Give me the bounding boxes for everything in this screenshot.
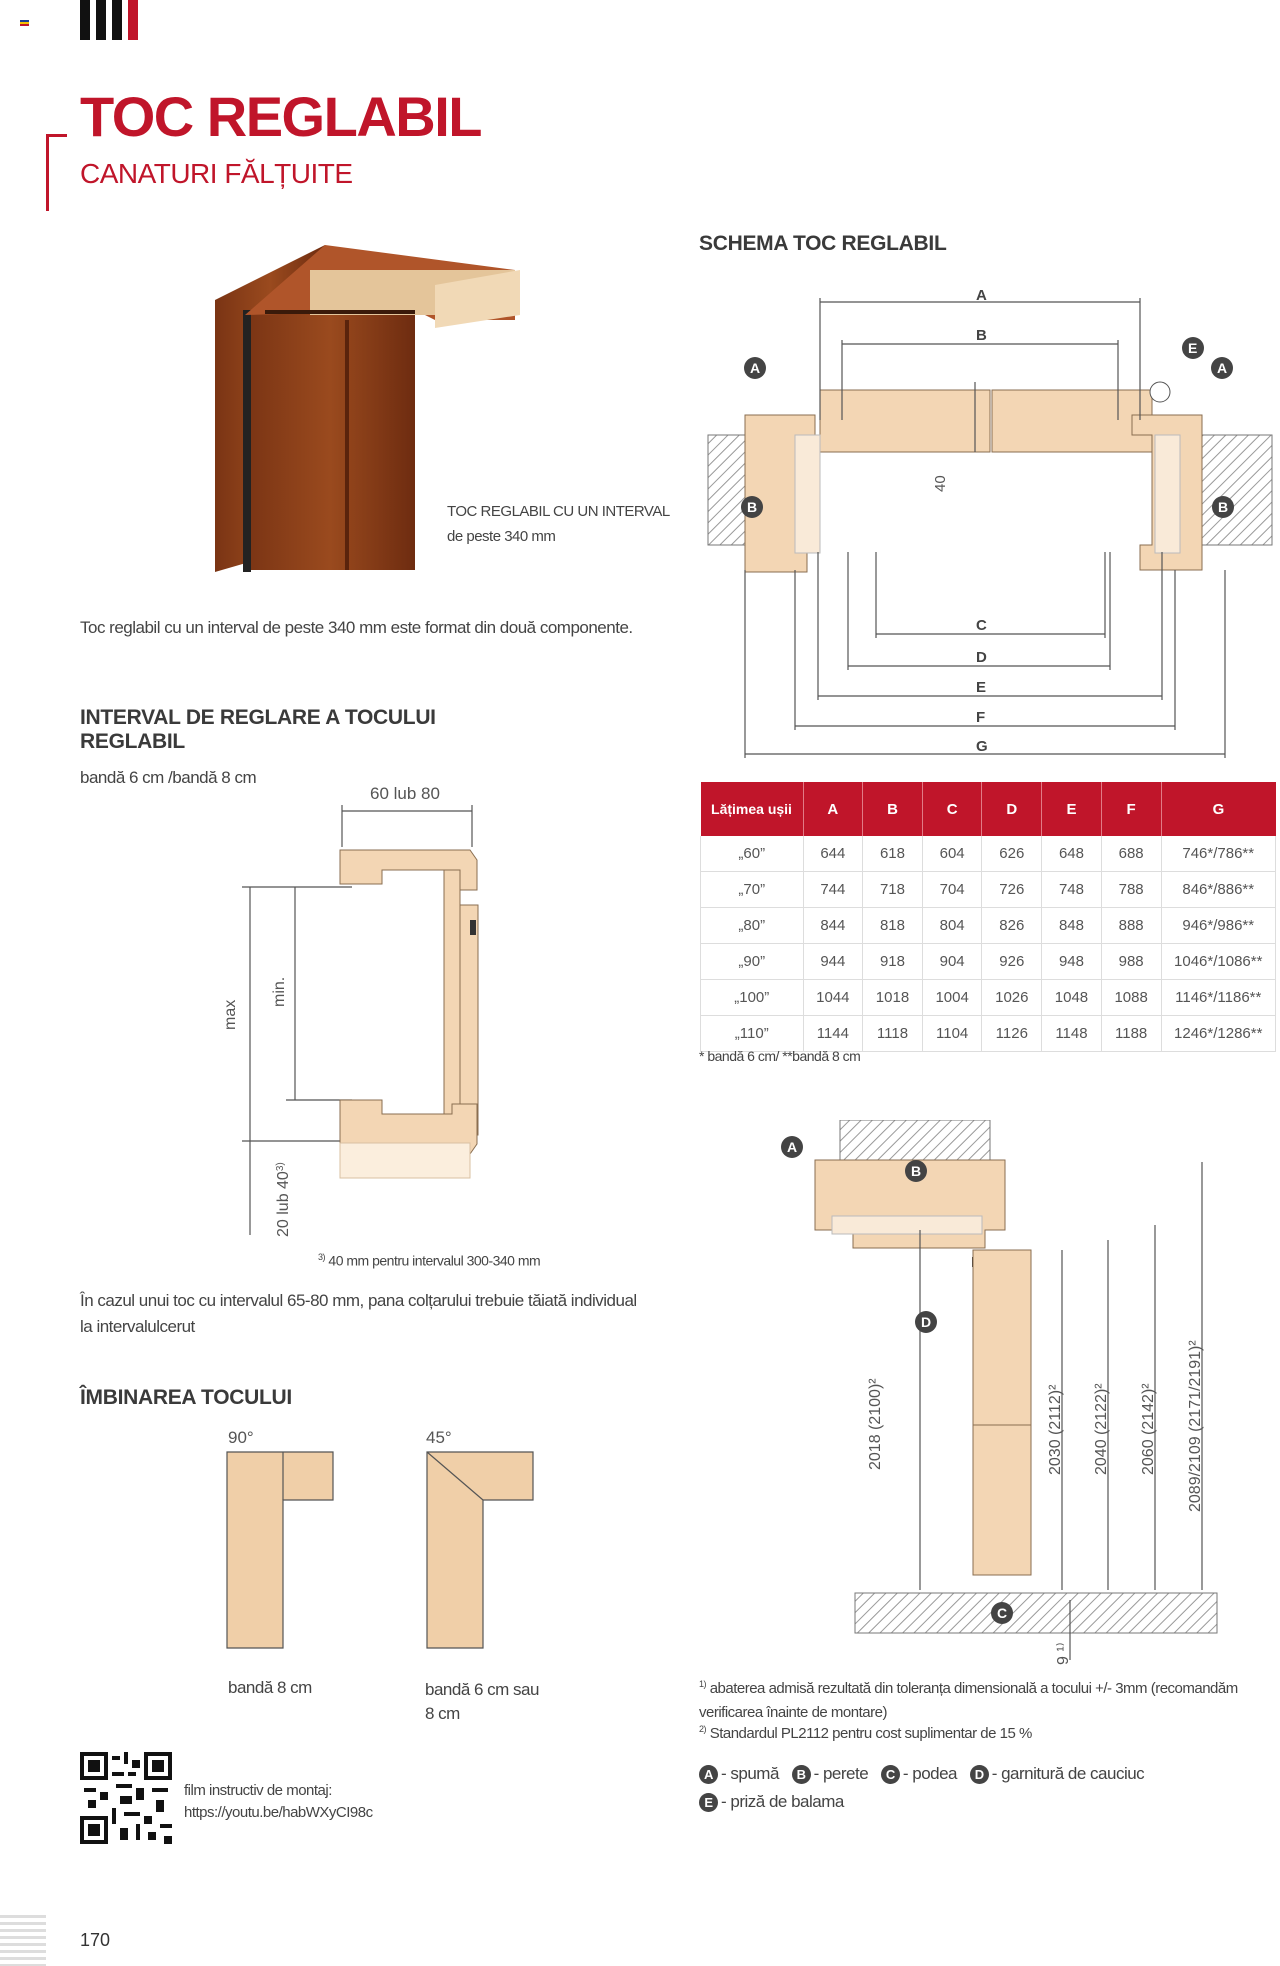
dim-f-label: F	[976, 709, 986, 726]
dim-g-label: G	[976, 738, 988, 755]
qr-label: film instructiv de montaj:	[184, 1782, 332, 1799]
section-marker-c: C	[997, 1605, 1008, 1621]
dimension-table	[700, 782, 1276, 1052]
interval-footnote	[318, 1252, 540, 1269]
joint-45-caption: bandă 6 cm sau 8 cm	[425, 1680, 539, 1723]
joint-90-caption: bandă 8 cm	[228, 1678, 312, 1697]
interval-footnote-text: 40 mm pentru intervalul 300-340 mm	[328, 1252, 541, 1269]
schema-section-diagram	[770, 1120, 1240, 1670]
table-row: „110” 1144 1118 1104 1126 1148 1188 1246*/1286**	[701, 1016, 1276, 1052]
dim-max-label: max	[222, 999, 239, 1030]
footnote-2	[699, 1724, 1032, 1742]
interval-heading-2: REGLABIL	[80, 730, 185, 753]
footnote-2-text: Standardul PL2112 pentru cost suplimentar de 15 %	[709, 1725, 1032, 1742]
legend-item-c: C - podea	[881, 1764, 957, 1783]
table-row: „80” 844 818 804 826 848 888 946*/986**	[701, 908, 1276, 944]
schema-plan-diagram	[700, 270, 1280, 760]
dim-min-label: min.	[271, 976, 288, 1007]
dim-40-label: 40	[932, 475, 949, 492]
height-label-2089: 2089/2109 (2171/2191)²	[1187, 1340, 1204, 1512]
table-row: „100” 1044 1018 1004 1026 1048 1088 1146*/1186**	[701, 980, 1276, 1016]
height-label-2018: 2018 (2100)²	[867, 1378, 884, 1470]
footnote-1-sup: 1)	[699, 1679, 707, 1689]
svg-text:20 lub 403)	[275, 1162, 292, 1237]
col-header: Lățimea ușii	[701, 782, 804, 836]
section-marker-b: B	[911, 1163, 922, 1179]
interval-subheading: bandă 6 cm /bandă 8 cm	[80, 768, 257, 787]
dim-bottom-sup: 3)	[275, 1162, 286, 1172]
marker-b-right: B	[1218, 499, 1229, 515]
product-description: Toc reglabil cu un interval de peste 340 mm este format din două componente.	[80, 618, 633, 637]
interval-footnote-sup: 3)	[318, 1252, 326, 1262]
joint-90-diagram	[225, 1450, 335, 1650]
qr-code[interactable]	[80, 1752, 172, 1844]
dim-bottom-label: 20 lub 40	[275, 1171, 292, 1237]
page-stripes	[0, 1915, 46, 1966]
col-header: A	[803, 782, 863, 836]
footnote-1	[699, 1672, 1269, 1725]
table-footnote: * bandă 6 cm/ **bandă 8 cm	[699, 1048, 861, 1064]
legend-item-d: D - garnitură de cauciuc	[970, 1764, 1144, 1783]
product-caption-line2: de peste 340 mm	[447, 528, 556, 545]
schema-heading: SCHEMA TOC REGLABIL	[699, 232, 947, 255]
brand-logo	[80, 0, 160, 40]
dim-a-label: A	[976, 287, 987, 304]
section-marker-a: A	[787, 1139, 798, 1155]
footnote-2-sup: 2)	[699, 1724, 707, 1734]
marker-e: E	[1188, 340, 1198, 356]
interval-heading-1: INTERVAL DE REGLARE A TOCULUI	[80, 706, 436, 729]
angle-90-label: 90°	[228, 1428, 254, 1447]
height-label-2060: 2060 (2142)²	[1140, 1383, 1157, 1475]
col-header: B	[863, 782, 923, 836]
dim-b-label: B	[976, 327, 987, 344]
gap-label: 9 ¹⁾	[1055, 1642, 1072, 1665]
legend-item-b: B - perete	[792, 1764, 869, 1783]
footnote-1-text: abaterea admisă rezultată din toleranța dimensională a tocului +/- 3mm (recomandăm verificarea înainte de montare)	[699, 1680, 1238, 1721]
col-header: D	[982, 782, 1042, 836]
table-row: „60” 644 618 604 626 648 688 746*/786**	[701, 836, 1276, 872]
table-row: „70” 744 718 704 726 748 788 846*/886**	[701, 872, 1276, 908]
col-header: F	[1101, 782, 1161, 836]
col-header: G	[1161, 782, 1276, 836]
title-accent-bracket	[46, 134, 67, 211]
angle-45-label: 45°	[426, 1428, 452, 1447]
legend-item-a: A - spumă	[699, 1764, 779, 1783]
height-label-2030: 2030 (2112)²	[1047, 1384, 1064, 1475]
interval-diagram	[220, 775, 510, 1245]
page-title: TOC REGLABIL	[80, 85, 481, 148]
page-number: 170	[80, 1930, 111, 1950]
col-header: C	[922, 782, 982, 836]
page-subtitle: CANATURI FĂLȚUITE	[80, 158, 353, 189]
section-marker-d: D	[921, 1314, 932, 1330]
table-row: „90” 944 918 904 926 948 988 1046*/1086**	[701, 944, 1276, 980]
joint-45-diagram	[425, 1450, 535, 1650]
legend	[699, 1760, 1259, 1816]
marker-b-left: B	[747, 499, 758, 515]
col-header: E	[1042, 782, 1102, 836]
marker-a-left: A	[750, 360, 761, 376]
product-caption-line1: TOC REGLABIL CU UN INTERVAL	[447, 503, 670, 520]
joining-heading: ÎMBINAREA TOCULUI	[80, 1386, 292, 1409]
legend-item-e: E - priză de balama	[699, 1792, 844, 1811]
interval-note: În cazul unui toc cu intervalul 65-80 mm, pana colțarului trebuie tăiată individual la intervalulcerut	[80, 1291, 637, 1336]
dim-d-label: D	[976, 649, 987, 666]
dim-e-label: E	[976, 679, 987, 696]
flag-icon	[20, 20, 29, 26]
qr-url-link[interactable]: https://youtu.be/habWXyCI98c	[184, 1804, 373, 1821]
dim-top-label: 60 lub 80	[370, 784, 440, 803]
marker-a-right: A	[1217, 360, 1228, 376]
dim-c-label: C	[976, 617, 987, 634]
height-label-2040: 2040 (2122)²	[1093, 1383, 1110, 1475]
